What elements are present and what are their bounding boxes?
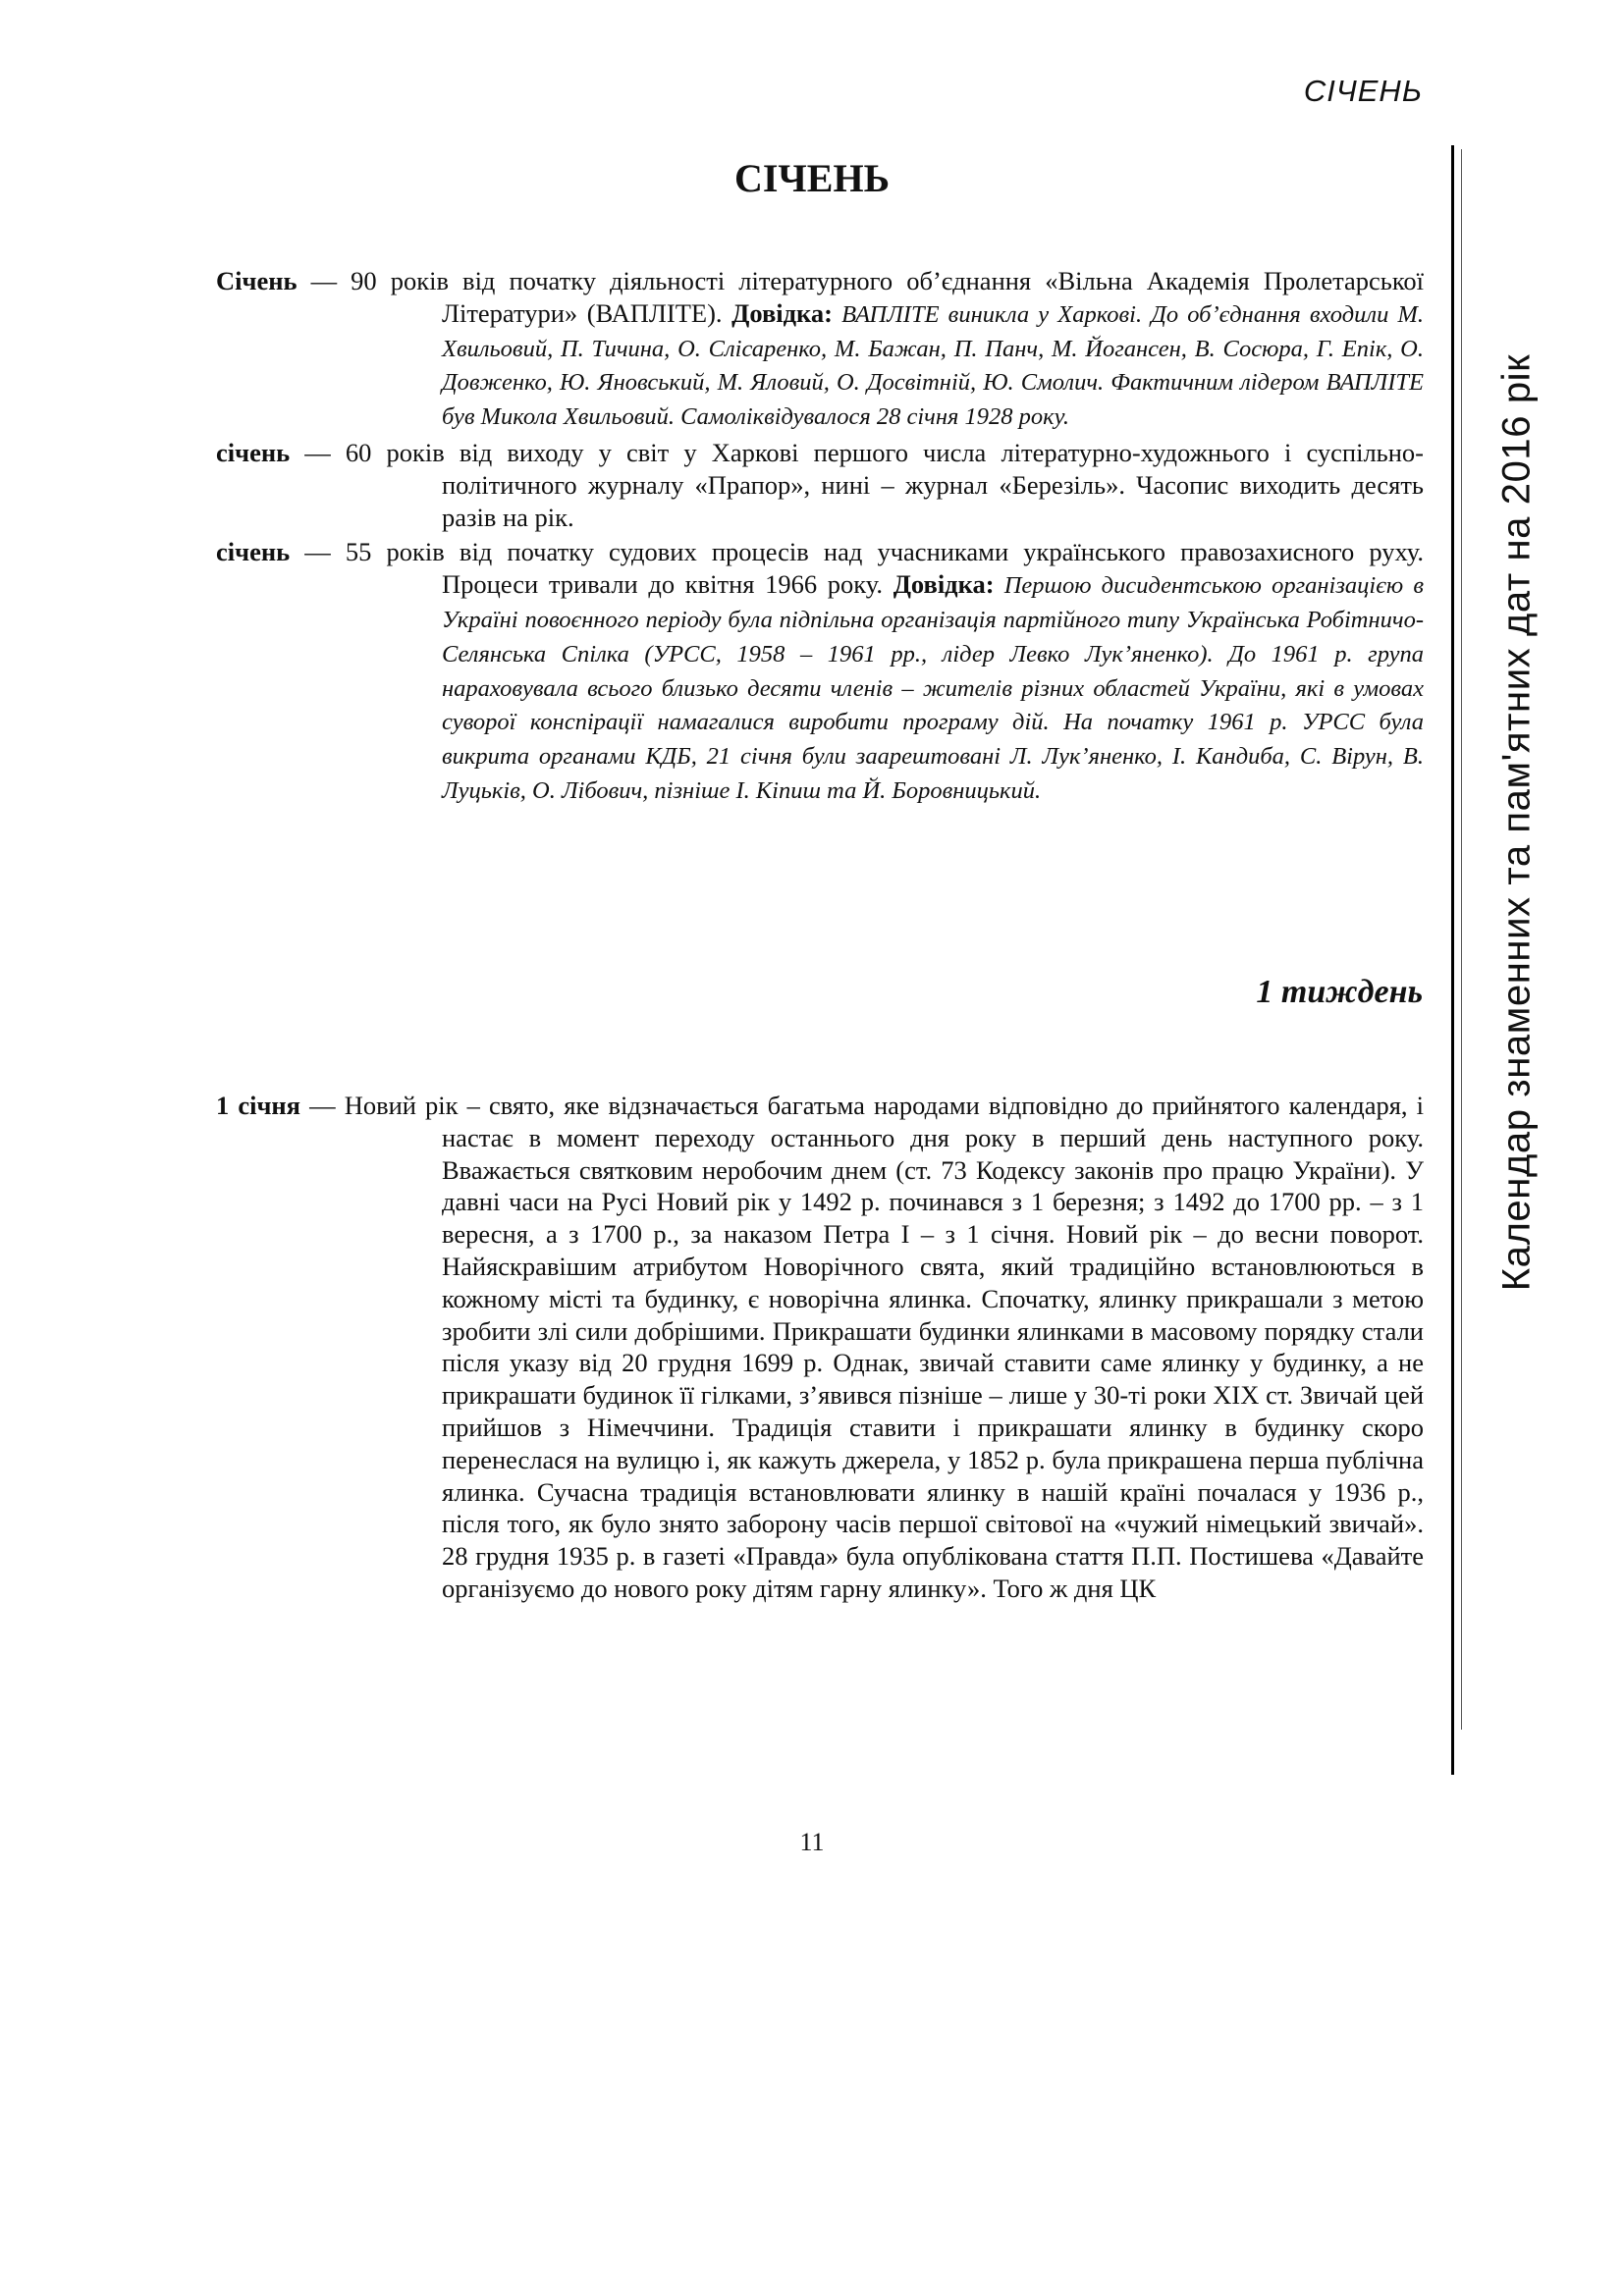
entry-text: 60 років від виходу у світ у Харкові першого числа літературно-художнього і суспільно-політичного журналу «Прапор», нині – журнал «Березіль». Часопис виходить десять разів на рік.: [345, 437, 1425, 532]
entry-new-year: [216, 1090, 1424, 1605]
entry-dash: —: [290, 437, 346, 467]
entry-term: Січень: [216, 266, 298, 295]
entry-term: січень: [216, 437, 291, 467]
side-rule: [1451, 145, 1454, 1775]
entry-term: січень: [216, 537, 291, 567]
entry-text: 55 років від початку судових процесів над учасниками українського правозахисного руху. Процеси тривали до квітня 1966 року.: [345, 537, 1425, 600]
entry-vaplite: [216, 265, 1424, 434]
entry-dash: —: [290, 537, 346, 567]
entry-dash: —: [297, 266, 352, 295]
side-title: Календар знаменних та пам'ятних дат на 2016 рік: [1494, 353, 1539, 1292]
side-rule-thin: [1461, 149, 1462, 1730]
entry-note: Першою дисидентською організацією в Україні повоєнного періоду була підпільна організація партійного типу Українська Робітничо-Селянська Спілка (УРСС, 1958 – 1961 рр., лідер Левко Лук’яненко). До 1961 р. група нараховувала всього близько десяти членів – жителів різних областей України, які в умовах суворої конспірації намагалися виробити програму дій. На початку 1961 р. УРСС була викрита органами КДБ, 21 січня були заарештовані Л. Лук’яненко, І. Кандиба, С. Вірун, В. Луцьків, О. Лібович, пізніше І. Кіпиш та Й. Боровницький.: [442, 572, 1424, 804]
running-head: СІЧЕНЬ: [1303, 74, 1423, 108]
entry-prapor: [216, 437, 1424, 533]
entry-ref-label: Довідка:: [731, 297, 833, 328]
entry-text: Новий рік – свято, яке відзначається багатьма народами відповідно до прийнятого календаря, і настає в момент переходу останнього дня року в перший день наступного року. Вважається святковим неробочим днем (ст. 73 Кодексу законів про працю України). У давні часи на Русі Новий рік у 1492 р. починався з 1 березня; з 1492 до 1700 рр. – з 1 вересня, а з 1700 р., за наказом Петра І – з 1 січня. Новий рік – до весни поворот. Найяскравішим атрибутом Новорічного свята, який традиційно встановлюються в кожному місті та будинку, є новорічна ялинка. Спочатку, ялинку прикрашали з метою зробити злі сили добрішими. Прикрашати будинки ялинками в масовому порядку стали після указу від 20 грудня 1699 р. Однак, звичай ставити саме ялинку у будинку, а не прикрашати будинок її гілками, з’явився пізніше – лише у 30-ті роки XIX ст. Звичай цей прийшов з Німеччини. Традиція ставити і прикрашати ялинку в будинку скоро перенеслася на вулицю і, як кажуть джерела, у 1852 р. була прикрашена перша публічна ялинка. Сучасна традиція встановлювати ялинку в нашій країні почалася у 1936 р., після того, як було знято заборону часів першої світової на «чужий німецький звичай». 28 грудня 1935 р. в газеті «Правда» була опублікована стаття П.П. Постишева «Давайте організуємо до нового року дітям гарну ялинку». Того ж дня ЦК: [344, 1091, 1424, 1603]
entry-term: 1 січня: [216, 1091, 301, 1120]
entry-note: ВАПЛІТЕ виникла у Харкові. До об’єднання входили М. Хвильовий, П. Тичина, О. Слісаренко, М. Бажан, П. Панч, М. Йогансен, В. Сосюра, Г. Епік, О. Довженко, Ю. Яновський, М. Яловий, О. Досвітній, Ю. Смолич. Фактичним лідером ВАПЛІТЕ був Микола Хвильовий. Самоліквідувалося 28 січня 1928 року.: [442, 300, 1424, 431]
page-title: СІЧЕНЬ: [733, 156, 891, 200]
entry-dash: —: [300, 1091, 345, 1120]
entry-ref-label: Довідка:: [893, 569, 995, 600]
entries-list: [216, 265, 1424, 811]
page-number: 11: [799, 1828, 825, 1856]
entry-dissidents: [216, 536, 1424, 807]
week-heading: 1 тиждень: [1256, 974, 1423, 1010]
entry-text: 90 років від початку діяльності літературного об’єднання «Вільна Академія Пролетарської Літератури» (ВАПЛІТЕ).: [351, 266, 1424, 328]
side-title-wrapper: [1473, 145, 1561, 1500]
